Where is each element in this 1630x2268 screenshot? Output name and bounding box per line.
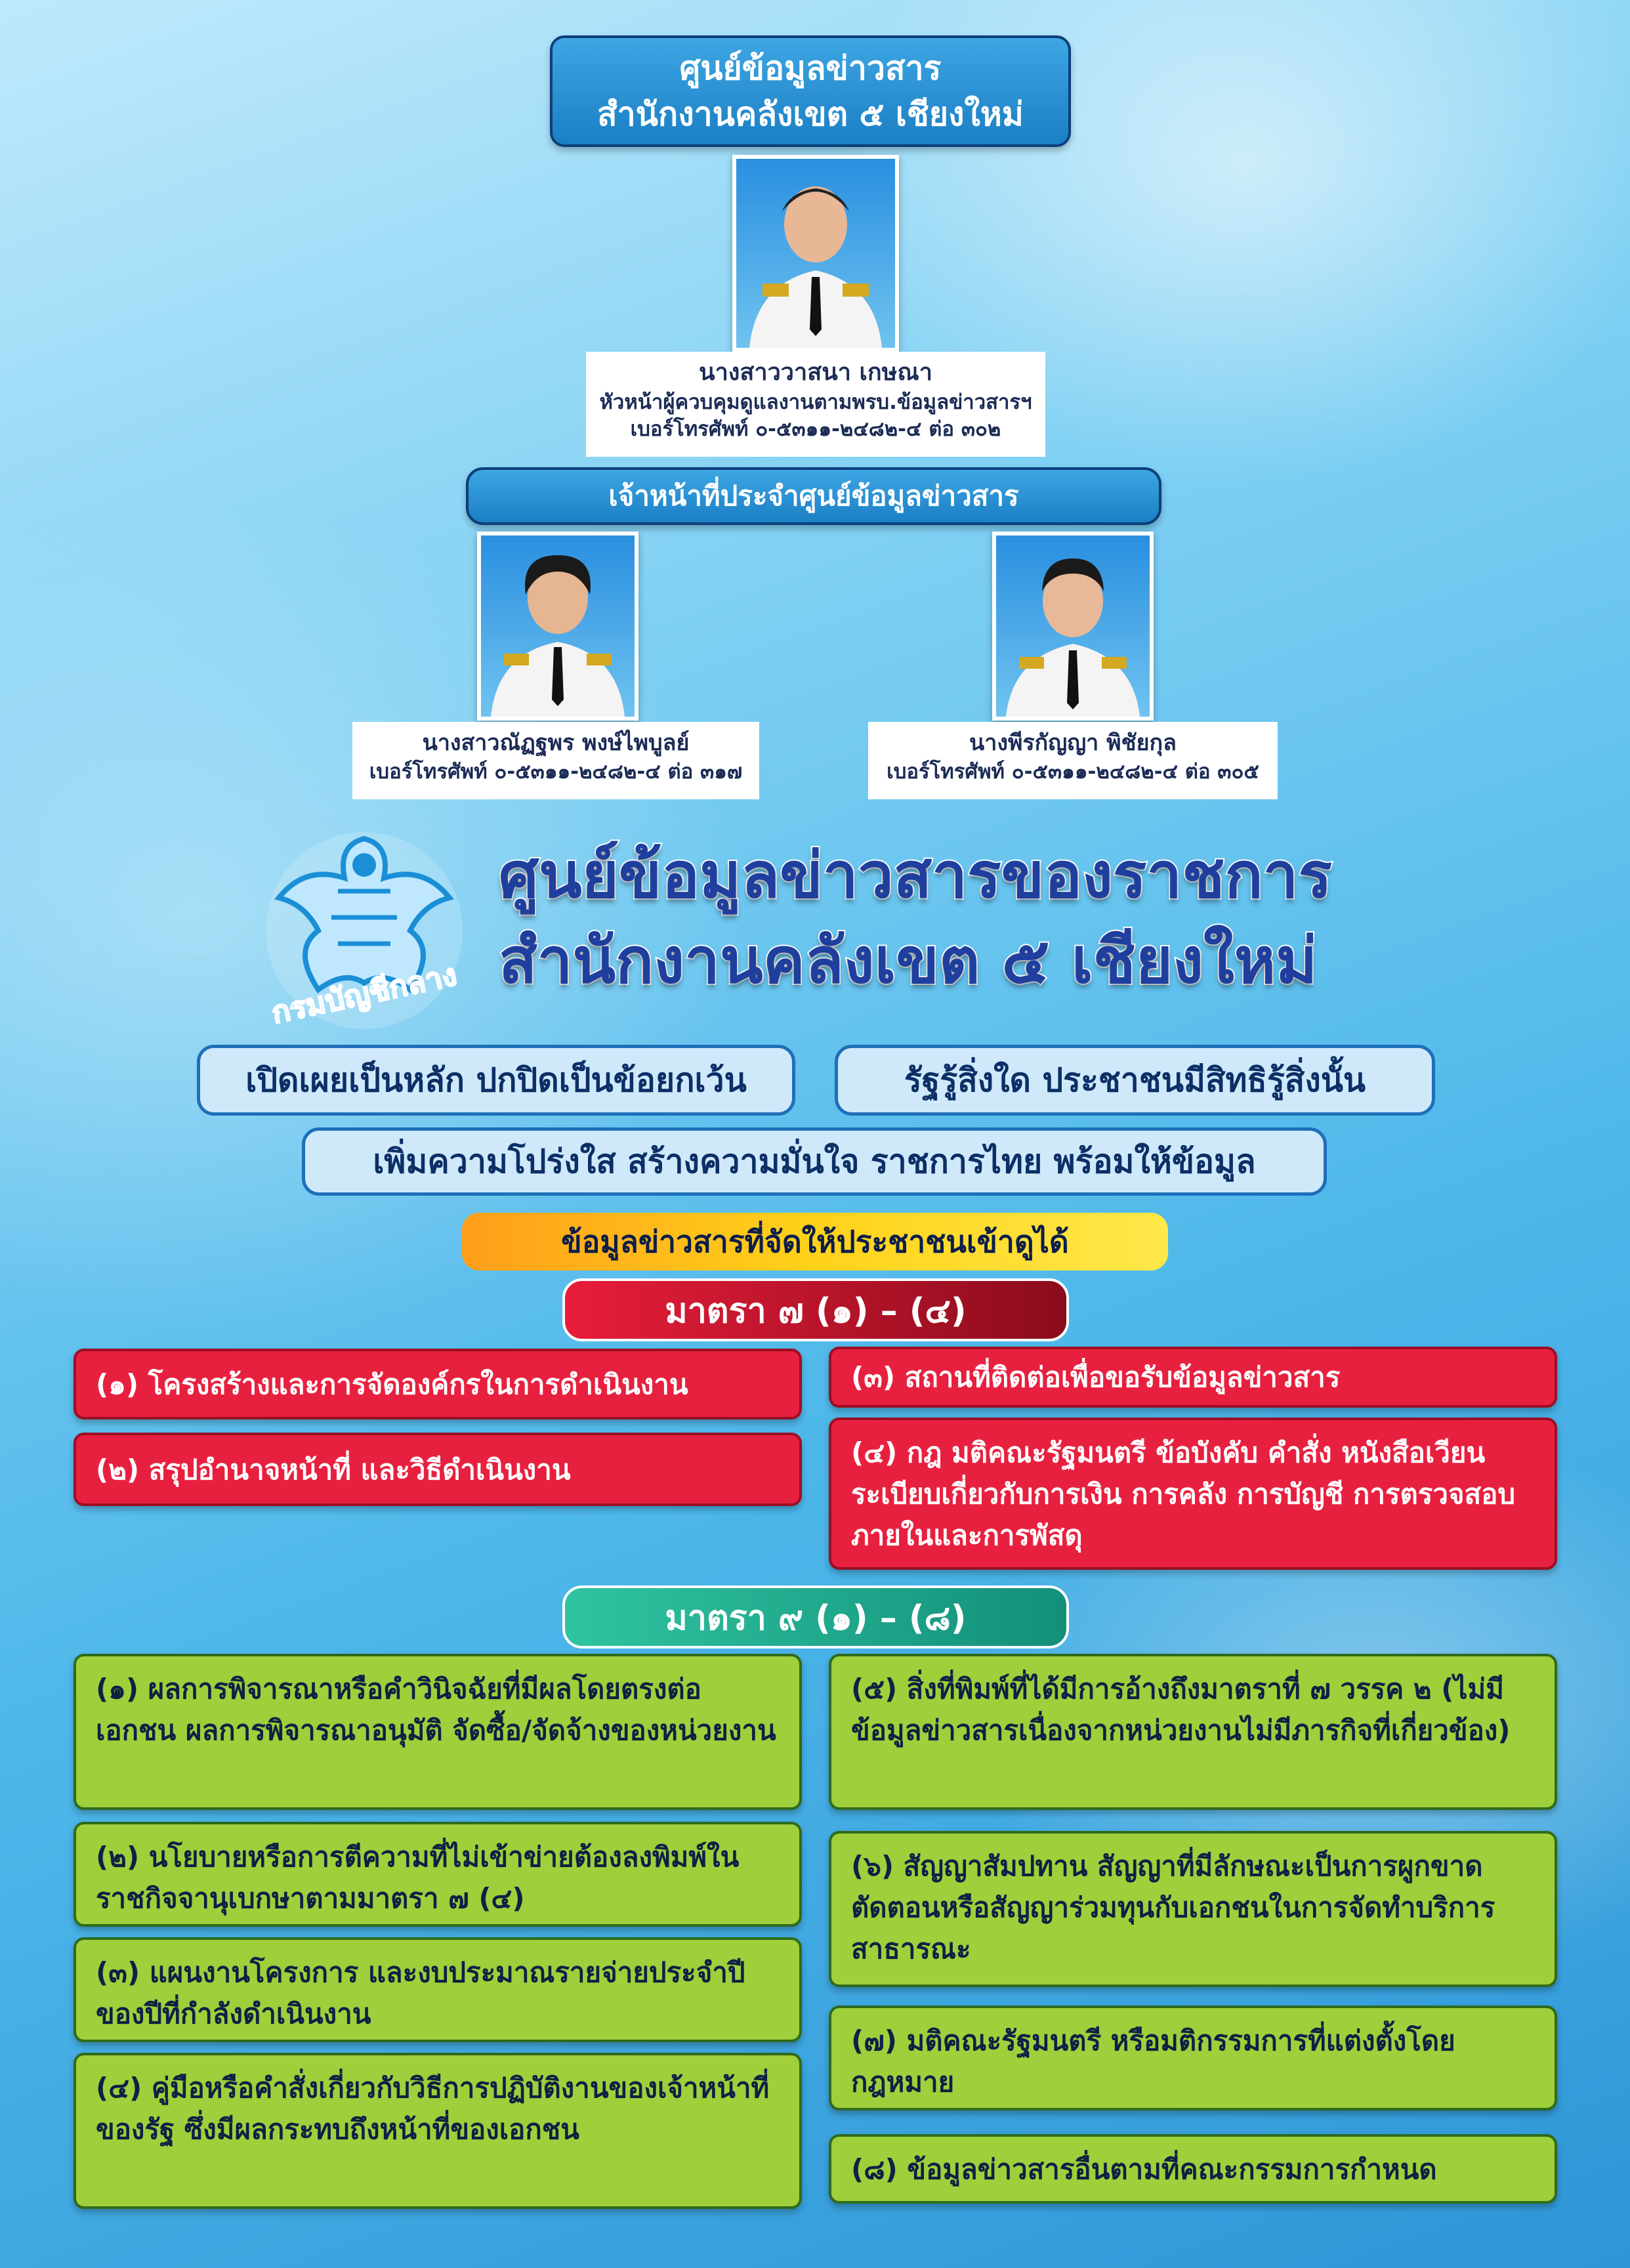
staff-caption-2	[868, 722, 1278, 799]
section7-title-text: มาตรา ๗ (๑) – (๔)	[665, 1291, 967, 1331]
section9-item-4-text: (๔) คู่มือหรือคำสั่งเกี่ยวกับวิธีการปฏิบัติงานของเจ้าหน้าที่ของรัฐ ซึ่งมีผลกระทบถึงหน้าที่ของเอกชน	[96, 2072, 770, 2145]
slogan-1-text: เปิดเผยเป็นหลัก ปกปิดเป็นข้อยกเว้น	[245, 1060, 747, 1099]
section9-item-6-text: (๖) สัญญาสัมปทาน สัญญาที่มีลักษณะเป็นการผูกขาดตัดตอนหรือสัญญาร่วมทุนกับเอกชนในการจัดทำบริการสาธารณะ	[851, 1850, 1495, 1965]
section9-item-7-text: (๗) มติคณะรัฐมนตรี หรือมติกรรมการที่แต่งตั้งโดยกฎหมาย	[851, 2025, 1455, 2098]
section9-item-4	[73, 2053, 802, 2209]
staff-name-2: นางพีรกัญญา พิชัยกุล	[969, 730, 1177, 756]
section7-item-1-text: (๑) โครงสร้างและการจัดองค์กรในการดำเนินงาน	[96, 1368, 688, 1400]
section7-item-2-text: (๒) สรุปอำนาจหน้าที่ และวิธีดำเนินงาน	[96, 1453, 571, 1486]
section7-item-3	[829, 1347, 1557, 1408]
section9-item-8	[829, 2134, 1557, 2204]
slogan-3-text: เพิ่มความโปร่งใส สร้างความมั่นใจ ราชการไทย พร้อมให้ข้อมูล	[373, 1142, 1256, 1181]
section7-item-4-text: (๔) กฎ มติคณะรัฐมนตรี ข้อบังคับ คำสั่ง หนังสือเวียน ระเบียบเกี่ยวกับการเงิน การคลัง การบัญชี การตรวจสอบภายในและการพัสดุ	[851, 1437, 1516, 1551]
staff-photo-2	[992, 532, 1154, 721]
section7-item-4	[829, 1418, 1557, 1570]
slogan-3	[302, 1127, 1327, 1196]
section9-item-5-text: (๕) สิ่งที่พิมพ์ที่ได้มีการอ้างถึงมาตราที่ ๗ วรรค ๒ (ไม่มีข้อมูลข่าวสารเนื่องจากหน่วยงานไม่มีภารกิจที่เกี่ยวข้อง)	[851, 1673, 1511, 1746]
staff-caption-1	[352, 722, 759, 799]
section9-item-3-text: (๓) แผนงานโครงการ และงบประมาณรายจ่ายประจำปีของปีที่กำลังดำเนินงาน	[96, 1956, 745, 2030]
department-logo	[259, 819, 469, 1042]
staff-header-bar	[466, 467, 1161, 525]
main-title-line1: ศูนย์ข้อมูลข่าวสารของราชการ	[499, 839, 1333, 912]
section9-item-7	[829, 2006, 1557, 2110]
section9-item-3	[73, 1937, 802, 2042]
staff-phone-1: เบอร์โทรศัพท์ ๐-๕๓๑๑-๒๔๘๒-๔ ต่อ ๓๑๗	[369, 759, 743, 784]
section7-item-2	[73, 1433, 802, 1506]
section9-item-8-text: (๘) ข้อมูลข่าวสารอื่นตามที่คณะกรรมการกำหนด	[851, 2152, 1437, 2185]
section9-item-6	[829, 1831, 1557, 1987]
header-title-bar	[550, 35, 1071, 147]
slogan-2	[835, 1045, 1435, 1116]
head-officer-caption	[586, 352, 1045, 457]
head-officer-phone: เบอร์โทรศัพท์ ๐-๕๓๑๑-๒๔๘๒-๔ ต่อ ๓๐๒	[630, 417, 1001, 442]
logo-text: กรมบัญชีกลาง	[268, 956, 460, 1031]
head-officer-name: นางสาววาสนา เกษณา	[698, 359, 932, 386]
info-banner-text: ข้อมูลข่าวสารที่จัดให้ประชาชนเข้าดูได้	[561, 1223, 1069, 1259]
staff-phone-2: เบอร์โทรศัพท์ ๐-๕๓๑๑-๒๔๘๒-๔ ต่อ ๓๐๕	[887, 759, 1259, 784]
section9-item-1-text: (๑) ผลการพิจารณาหรือคำวินิจฉัยที่มีผลโดยตรงต่อเอกชน ผลการพิจารณาอนุมัติ จัดซื้อ/จัดจ้างของหน่วยงาน	[96, 1673, 776, 1746]
staff-photo-1	[477, 532, 638, 721]
section9-item-5	[829, 1654, 1557, 1810]
section7-item-3-text: (๓) สถานที่ติดต่อเพื่อขอรับข้อมูลข่าวสาร	[851, 1361, 1341, 1393]
header-title-line1: ศูนย์ข้อมูลข่าวสาร	[679, 49, 942, 87]
head-officer-photo	[732, 155, 899, 352]
main-title-line2: สำนักงานคลังเขต ๕ เชียงใหม่	[499, 923, 1318, 998]
section7-title	[562, 1278, 1069, 1341]
section9-item-1	[73, 1654, 802, 1810]
section9-title-text: มาตรา ๙ (๑) – (๘)	[665, 1598, 967, 1638]
main-title	[499, 833, 1417, 1030]
slogan-1	[197, 1045, 795, 1116]
section9-title	[562, 1586, 1069, 1648]
section7-item-1	[73, 1349, 802, 1419]
info-banner	[462, 1213, 1168, 1270]
header-title-line2: สำนักงานคลังเขต ๕ เชียงใหม่	[597, 95, 1024, 133]
section9-item-2-text: (๒) นโยบายหรือการตีความที่ไม่เข้าข่ายต้องลงพิมพ์ในราชกิจจานุเบกษาตามมาตรา ๗ (๔)	[96, 1841, 740, 1914]
head-officer-position: หัวหน้าผู้ควบคุมดูแลงานตามพรบ.ข้อมูลข่าวสารฯ	[599, 390, 1032, 414]
slogan-2-text: รัฐรู้สิ่งใด ประชาชนมีสิทธิรู้สิ่งนั้น	[904, 1060, 1366, 1099]
staff-header-text: เจ้าหน้าที่ประจำศูนย์ข้อมูลข่าวสาร	[608, 480, 1019, 512]
section9-item-2	[73, 1822, 802, 1927]
staff-name-1: นางสาวณัฏฐพร พงษ์ไพบูลย์	[422, 730, 690, 756]
